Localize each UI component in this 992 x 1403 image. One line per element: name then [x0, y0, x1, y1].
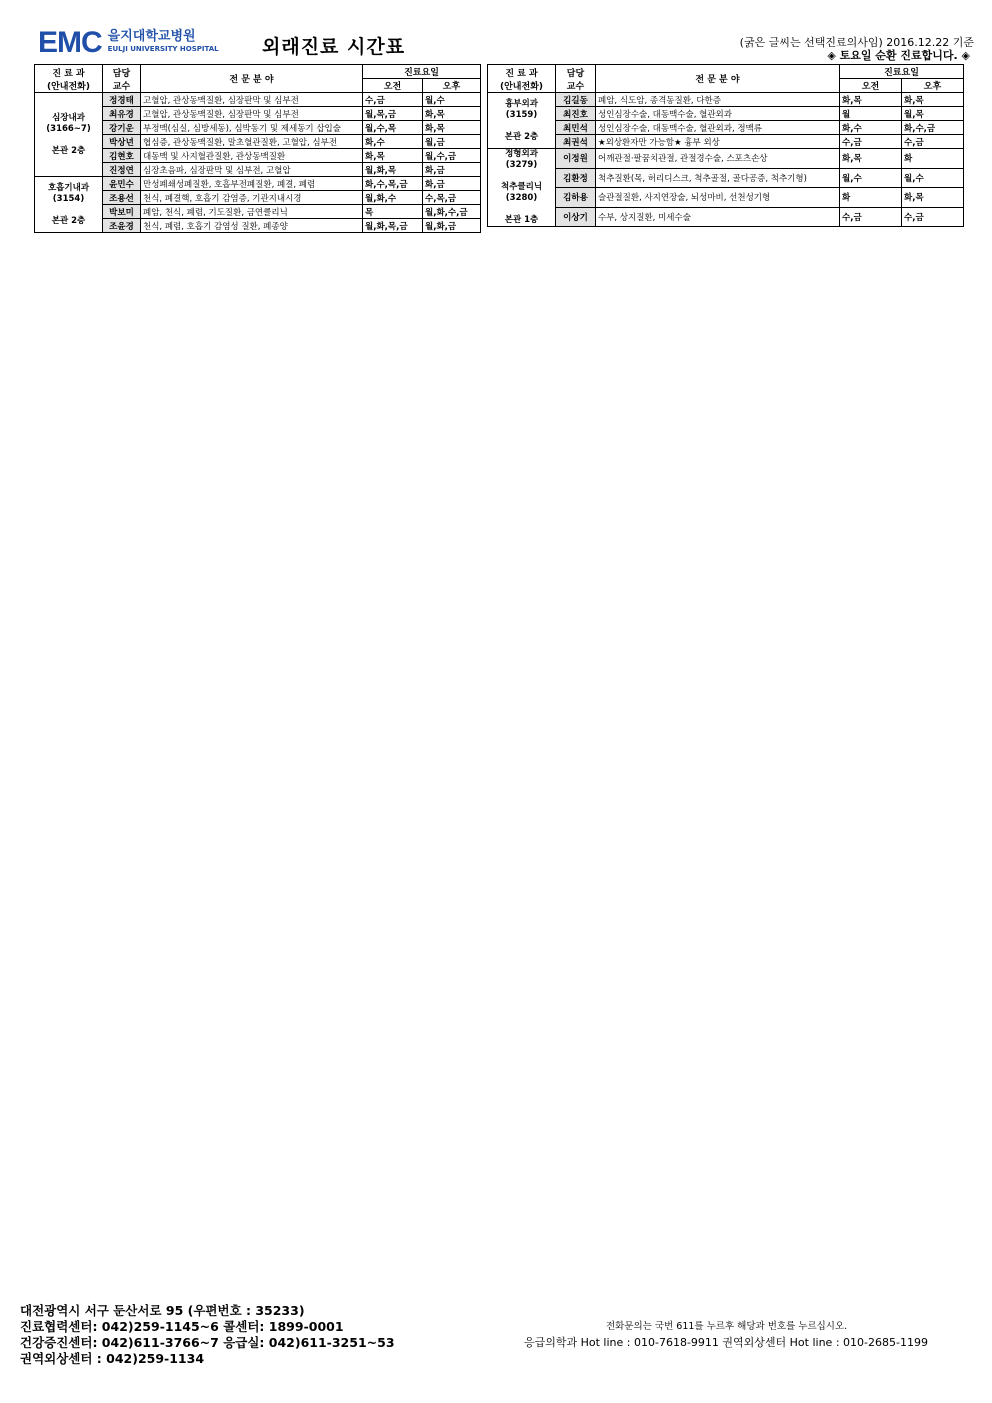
- department-cell: 호흡기내과 (3154) 본관 2층: [35, 177, 103, 233]
- schedule-row: [488, 149, 964, 169]
- doctor-name: 정경태: [103, 93, 141, 107]
- specialty: 고혈압, 관상동맥질환, 심장판막 및 심부전: [141, 107, 363, 121]
- am-days: 화: [840, 188, 902, 208]
- pm-days: 화,목: [902, 188, 964, 208]
- doctor-name: 조용선: [103, 191, 141, 205]
- doctor-name: 김길동: [556, 93, 596, 107]
- specialty: 천식, 폐렴, 호흡기 감염성 질환, 폐종양: [141, 219, 363, 233]
- doctor-name: 윤민수: [103, 177, 141, 191]
- am-days: 월,수,목: [363, 121, 423, 135]
- schedule-row: [488, 168, 964, 188]
- saturday-note: ◈ 토요일 순환 진료합니다. ◈: [827, 49, 970, 62]
- address: 대전광역시 서구 둔산서로 95 (우편번호 : 35233): [20, 1303, 305, 1318]
- logo-korean-name: 을지대학교병원: [107, 29, 196, 44]
- schedule-table-right: [487, 64, 964, 227]
- doctor-name: 진정연: [103, 163, 141, 177]
- doctor-name: 조윤경: [103, 219, 141, 233]
- specialty: 만성폐쇄성폐질환, 호흡부전폐질환, 폐결, 폐렴: [141, 177, 363, 191]
- header-note: (굵은 글씨는 선택진료의사임) 2016.12.22 기준: [739, 36, 974, 49]
- doctor-name: 김환정: [556, 168, 596, 188]
- doctor-name: 박상년: [103, 135, 141, 149]
- department-cell: 흉부외과 (3159) 본관 2층: [488, 93, 556, 149]
- pm-days: 화,수,금: [902, 121, 964, 135]
- specialty: 수부, 상지질환, 미세수술: [596, 207, 840, 227]
- specialty: ★외상환자만 가능함★ 흉부 외상: [596, 135, 840, 149]
- logo-english-name: EULJI UNIVERSITY HOSPITAL: [107, 45, 219, 53]
- specialty: 어깨관절·팔꿈치관절, 관절경수술, 스포츠손상: [596, 149, 840, 169]
- specialty: 천식, 폐결핵, 호흡기 감염증, 기관지내시경: [141, 191, 363, 205]
- specialty: 성인심장수술, 대동맥수술, 혈관외과, 정맥류: [596, 121, 840, 135]
- schedule-table-left: [34, 64, 481, 233]
- pm-days: 월,화,수,금: [423, 205, 481, 219]
- pm-days: 화,금: [423, 177, 481, 191]
- am-days: 월,수: [840, 168, 902, 188]
- am-days: 월,화,목,금: [363, 219, 423, 233]
- page-title: 외래진료 시간표: [262, 36, 406, 58]
- specialty: 성인심장수술, 대동맥수술, 혈관외과: [596, 107, 840, 121]
- am-days: 월,화,목: [363, 163, 423, 177]
- days-header: 진료요일: [840, 65, 964, 79]
- pm-days: 월,화,금: [423, 219, 481, 233]
- schedule-row: [488, 135, 964, 149]
- doctor-name: 최민석: [556, 121, 596, 135]
- hotline-info: 응급의학과 Hot line : 010-7618-9911 권역외상센터 Hot line : 010-2685-1199: [524, 1336, 928, 1349]
- pm-days: 화: [902, 149, 964, 169]
- specialty: 슬관절질환, 사지연장술, 뇌성마비, 선천성기형: [596, 188, 840, 208]
- pm-days: 수,금: [902, 207, 964, 227]
- hospital-logo: [38, 28, 219, 58]
- am-days: 수,금: [840, 135, 902, 149]
- am-header: 오전: [363, 79, 423, 93]
- field-header: 전 문 분 야: [141, 65, 363, 93]
- schedule-row: [488, 107, 964, 121]
- department-cell: 심장내과 (3166~7) 본관 2층: [35, 93, 103, 177]
- am-days: 화,수: [840, 121, 902, 135]
- dept-header: 진 료 과 (안내전화): [488, 65, 556, 93]
- doctor-name: 박보미: [103, 205, 141, 219]
- doctor-header: 담당 교수: [103, 65, 141, 93]
- contact-line: 권역외상센터 : 042)259-1134: [20, 1351, 205, 1366]
- specialty: 폐암, 천식, 폐렴, 기도질환, 금연클리닉: [141, 205, 363, 219]
- doctor-name: 최유경: [103, 107, 141, 121]
- schedule-row: [488, 93, 964, 107]
- schedule-row: [35, 93, 481, 107]
- pm-days: 화,목: [423, 107, 481, 121]
- days-header: 진료요일: [363, 65, 481, 79]
- am-days: 월,목,금: [363, 107, 423, 121]
- am-days: 수,금: [363, 93, 423, 107]
- specialty: 폐암, 식도암, 종격동질환, 다한증: [596, 93, 840, 107]
- dept-header: 진 료 과 (안내전화): [35, 65, 103, 93]
- am-days: 화,목: [363, 149, 423, 163]
- pm-days: 월,목: [902, 107, 964, 121]
- specialty: 고혈압, 관상동맥질환, 심장판막 및 심부전: [141, 93, 363, 107]
- am-days: 화,수,목,금: [363, 177, 423, 191]
- doctor-name: 최진호: [556, 107, 596, 121]
- am-days: 월: [840, 107, 902, 121]
- phone-guide: 전화문의는 국번 611를 누르후 해당과 번호를 누르십시오.: [606, 1321, 848, 1332]
- field-header: 전 문 분 야: [596, 65, 840, 93]
- specialty: 부정맥(심실, 심방세동), 심박동기 및 제세동기 삽입술: [141, 121, 363, 135]
- doctor-name: 이정원: [556, 149, 596, 169]
- doctor-name: 이상기: [556, 207, 596, 227]
- doctor-name: 최권석: [556, 135, 596, 149]
- pm-days: 월,수,금: [423, 149, 481, 163]
- pm-header: 오후: [423, 79, 481, 93]
- doctor-name: 김현호: [103, 149, 141, 163]
- specialty: 심장초음파, 심장판막 및 심부전, 고혈압: [141, 163, 363, 177]
- am-days: 화,목: [840, 93, 902, 107]
- pm-days: 화,금: [423, 163, 481, 177]
- pm-days: 화,목: [423, 121, 481, 135]
- am-days: 화,목: [840, 149, 902, 169]
- am-days: 월,화,수: [363, 191, 423, 205]
- contact-line: 건강증진센터: 042)611-3766~7 응급실: 042)611-3251~53: [20, 1335, 395, 1350]
- logo-mark: EMC: [38, 26, 102, 59]
- contact-info: [20, 1303, 395, 1367]
- am-days: 목: [363, 205, 423, 219]
- pm-days: 수,목,금: [423, 191, 481, 205]
- schedule-row: [488, 121, 964, 135]
- pm-days: 월,수: [423, 93, 481, 107]
- pm-header: 오후: [902, 79, 964, 93]
- pm-days: 화,목: [902, 93, 964, 107]
- pm-days: 수,금: [902, 135, 964, 149]
- contact-line: 진료협력센터: 042)259-1145~6 콜센터: 1899-0001: [20, 1319, 344, 1334]
- specialty: 대동맥 및 사지혈관질환, 관상동맥질환: [141, 149, 363, 163]
- pm-days: 월,금: [423, 135, 481, 149]
- am-header: 오전: [840, 79, 902, 93]
- am-days: 수,금: [840, 207, 902, 227]
- pm-days: 월,수: [902, 168, 964, 188]
- doctor-name: 강기운: [103, 121, 141, 135]
- specialty: 협심증, 관상동맥질환, 말초혈관질환, 고혈압, 심부전: [141, 135, 363, 149]
- doctor-name: 김하용: [556, 188, 596, 208]
- department-cell: 정형외과 (3279) 척추클리닉 (3280) 본관 1층: [488, 149, 556, 227]
- am-days: 화,수: [363, 135, 423, 149]
- doctor-header: 담당 교수: [556, 65, 596, 93]
- specialty: 척추질환(목, 허리디스크, 척추골절, 골다공증, 척추기형): [596, 168, 840, 188]
- schedule-row: [488, 188, 964, 208]
- schedule-row: [488, 207, 964, 227]
- page-header: [0, 0, 992, 64]
- schedule-row: [35, 177, 481, 191]
